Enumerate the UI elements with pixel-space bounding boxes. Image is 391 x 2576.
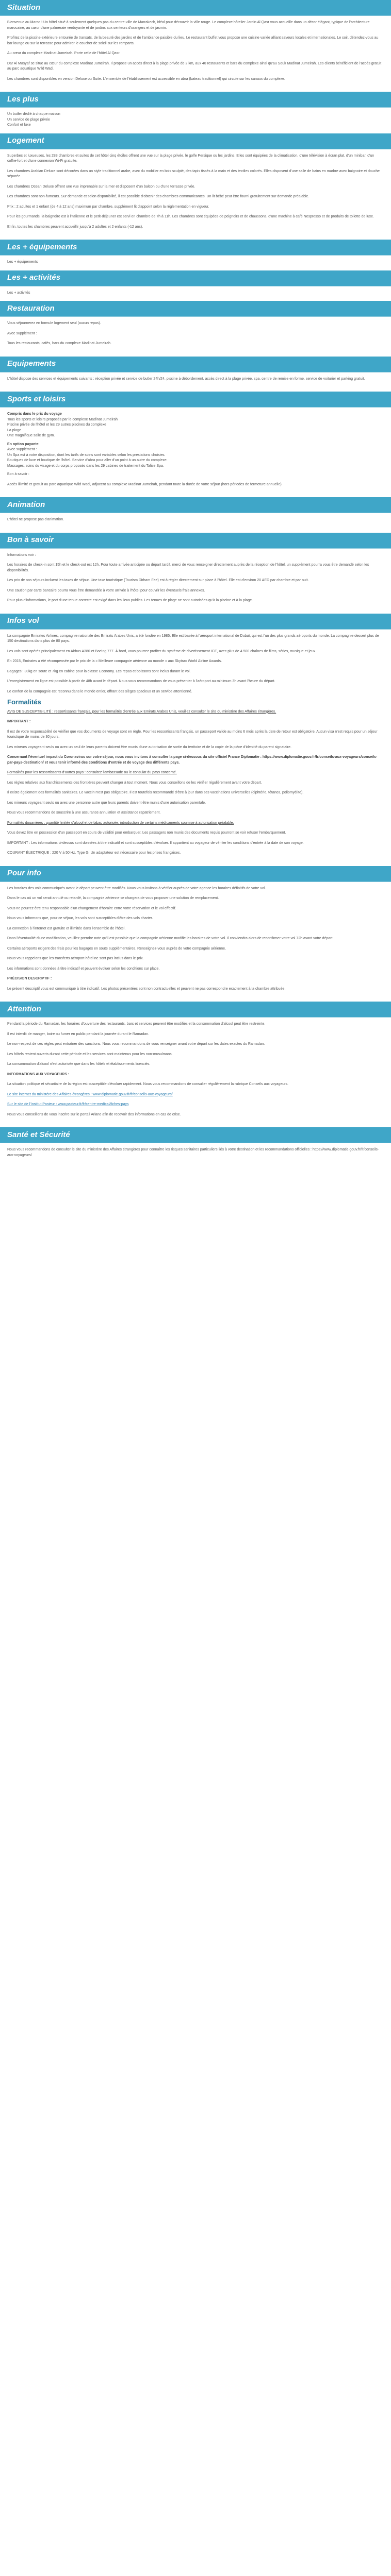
list-item: Confort et luxe [7, 123, 31, 127]
paragraph: Il est de votre responsabilité de vérifier que vos documents de voyage sont en règle. Pour les ressortissants français, un passeport valide au moins 6 mois après la date de retour est obligatoire. Aucun visa n'est requis pour un séjour touristique de moins de 30 jours. [7, 730, 378, 739]
paragraph: Bon à savoir : [7, 472, 29, 476]
attention-header [0, 1002, 391, 1018]
paragraph: INFORMATIONS AUX VOYAGEURS : [7, 1072, 70, 1076]
animation-header [0, 497, 391, 513]
paragraph: COURANT ÉLECTRIQUE : 220 V à 50 Hz. Type G. Un adaptateur est nécessaire pour les prises françaises. [7, 851, 181, 855]
list-item: Boutiques de luxe et boutique de l'hôtel. Service d'abra pour aller d'un point à un autre du complexe. [7, 459, 168, 462]
pour-info-header [0, 866, 391, 882]
les-equipements-header [0, 240, 391, 256]
restauration-section [0, 301, 391, 357]
bon-savoir-section [0, 533, 391, 614]
restauration-header [0, 301, 391, 317]
paragraph: Les chambres Ocean Deluxe offrent une vue imprenable sur la mer et disposent d'un balcon ou d'une terrasse privée. [7, 184, 196, 189]
paragraph: Nous vous informons que, pour ce séjour, les vols sont susceptibles d'être des vols charter. [7, 917, 153, 920]
paragraph: Dar Al Masyaf se situe au cœur du complexe Madinat Jumeirah. Il propose un accès direct à la plage privée de 2 km, aux 40 restaurants et bars du complexe ainsi qu'au Souk Madinat Jumeirah. Les clients bénéficient de l'accès gratuit au parc aquatique Wild Wadi. [7, 61, 382, 71]
section-title: Les + équipements [7, 242, 77, 251]
situation-header [0, 0, 391, 16]
paragraph: Prix : 2 adultes et 1 enfant (de 4 à 12 ans) maximum par chambre, supplément lit d'appoint selon la réglementation en vigueur. [7, 205, 209, 209]
paragraph: Le présent descriptif vous est communiqué à titre indicatif. Les photos présentées sont non contractuelles et peuvent ne pas correspondre exactement à la chambre attribuée. [7, 987, 286, 991]
paragraph: La situation politique et sécuritaire de la région est susceptible d'évoluer rapidement. Nous vous recommandons de consulter régulièrement la rubrique Conseils aux voyageurs. [7, 1082, 288, 1086]
paragraph: Tous les restaurants, cafés, bars du complexe Madinat Jumeirah. [7, 342, 111, 345]
paragraph: La compagnie Emirates Airlines, compagnie nationale des Emirats Arabes Unis, a été fondée en 1985. Elle est basée à l'aéroport international de Dubaï, qui est l'un des plus grands aéroports du monde. La compagnie dessert plus de 150 destinations dans plus de 80 pays. [7, 634, 379, 643]
paragraph: Les mineurs voyageant seuls ou avec un seul de leurs parents doivent être munis d'une autorisation de sortie du territoire et de la copie de la pièce d'identité du parent signataire. [7, 745, 291, 749]
sante-header [0, 1127, 391, 1143]
paragraph: Nous vous rappelons que les transferts aéroport-hôtel ne sont pas inclus dans le prix. [7, 957, 144, 960]
paragraph: L'hôtel ne propose pas d'animation. [7, 518, 64, 521]
subsection-heading: Compris dans le prix du voyage [7, 412, 62, 416]
external-link[interactable]: Sur le site de l'Institut Pasteur : www.pasteur.fr/fr/centre-medical/fiches-pays [7, 1103, 129, 1106]
pour-info-section [0, 866, 391, 1002]
equipements-header [0, 357, 391, 372]
paragraph: Les mineurs voyageant seuls ou avec une personne autre que leurs parents doivent être munis d'une autorisation parentale. [7, 801, 206, 805]
sante-section [0, 1127, 391, 1168]
paragraph: Bienvenue au Maroc ! Un hôtel situé à seulement quelques pas du centre-ville de Marrakech, idéal pour découvrir la ville rouge. Le complexe hôtelier Jardin Al Qasr vous accueille dans un décor élégant, typique de l'architecture marocaine, au cœur d'une palmeraie verdoyante et de jardins aux senteurs d'orangers et de jasmin. [7, 21, 370, 30]
paragraph: Vous séjournerez en formule logement seul (aucun repas). [7, 321, 101, 325]
paragraph: Il existe également des formalités sanitaires. Le vaccin n'est pas obligatoire. Il est toutefois recommandé d'être à jour dans ses vaccinations universelles (diphtérie, tétanos, poliomyélite). [7, 791, 304, 794]
section-title: Infos vol [7, 616, 39, 625]
paragraph: Les hôtels restent ouverts durant cette période et les services sont maintenus pour les non-musulmans. [7, 1052, 173, 1056]
list-item: Les + activités [7, 291, 30, 295]
section-title: Sports et loisirs [7, 394, 66, 403]
paragraph: L'hôtel dispose des services et équipements suivants : réception privée et service de butler 24h/24, piscine à débordement, accès direct à la plage privée, spa, centre de remise en forme, service de voiturier et parking gratuit. [7, 377, 365, 381]
paragraph: Les chambres sont non-fumeurs. Sur demande et selon disponibilité, il est possible d'obtenir des chambres communicantes. Un lit bébé peut être fourni gratuitement sur demande préalable. [7, 195, 309, 198]
paragraph: L'enregistrement en ligne est possible à partir de 48h avant le départ. Nous vous recommandons de vous présenter à l'aéroport au minimum 3h avant l'heure du départ. [7, 680, 275, 683]
list-item: Un service de plage privée [7, 117, 50, 122]
paragraph: Nous vous conseillons de vous inscrire sur le portail Ariane afin de recevoir des informations en cas de crise. [7, 1112, 181, 1116]
section-title: Restauration [7, 303, 55, 313]
section-title: Les + activités [7, 273, 60, 282]
paragraph: Concernant l'éventuel impact du Coronavirus sur votre séjour, nous vous invitons à consulter la page ci-dessous du site officiel France Diplomatie : https://www.diplomatie.gouv.fr/fr/conseils-aux-voyageurs/conseils-par-pays-destination/ et vous tenir informé des conditions d'entrée et de voyage des différents pays. [7, 755, 378, 765]
section-title: Equipements [7, 359, 56, 368]
sports-header [0, 392, 391, 408]
external-link[interactable]: Le site internet du ministère des Affaires étrangères : www.diplomatie.gouv.fr/fr/conseils-aux-voyageurs/ [7, 1092, 173, 1096]
paragraph: Enfin, toutes les chambres peuvent accueillir jusqu'à 2 adultes et 2 enfants (-12 ans). [7, 225, 143, 229]
list-item: La plage [7, 428, 21, 432]
paragraph: Les vols sont opérés principalement en Airbus A380 et Boeing 777. À bord, vous pourrez profiter du système de divertissement ICE, avec plus de 4 500 chaînes de films, séries, musique et jeux. [7, 649, 317, 653]
paragraph: Pour les gourmands, la baignoire est à l'italienne et le petit-déjeuner est servi en chambre de 7h à 11h. Les chambres sont équipées de peignoirs et de chaussons, d'une machine à café Nespresso et de produits de toilette de luxe. [7, 215, 374, 218]
paragraph: PRÉCISION DESCRIPTIF : [7, 977, 52, 980]
paragraph: En 2015, Emirates a été récompensée par le prix de la « Meilleure compagnie aérienne au monde » aux Skytrax World Airline Awards. [7, 659, 222, 663]
paragraph: Le non-respect de ces règles peut entraîner des sanctions. Nous vous recommandons de vous renseigner avant votre départ sur les dates exactes du Ramadan. [7, 1042, 265, 1046]
paragraph: Certains aéroports exigent des frais pour les bagages en soute supplémentaires. Renseignez-vous auprès de votre compagnie aérienne. [7, 946, 226, 951]
paragraph: Pour plus d'informations, le port d'une tenue correcte est exigé dans les lieux publics. Les tenues de plage ne sont autorisées qu'à la piscine et à la plage. [7, 599, 253, 602]
list-item: Avec supplément : [7, 448, 37, 451]
sports-section [0, 392, 391, 497]
paragraph: Les règles relatives aux franchissements des frontières peuvent changer à tout moment. Nous vous conseillons de les vérifier régulièrement avant votre départ. [7, 781, 262, 785]
paragraph: Il est interdit de manger, boire ou fumer en public pendant la journée durant le Ramadan. [7, 1032, 150, 1036]
infos-vol-header [0, 614, 391, 630]
paragraph: Dans le cas où un vol serait annulé ou retardé, la compagnie aérienne se chargera de vous proposer une solution de remplacement. [7, 896, 219, 900]
situation-section [0, 0, 391, 92]
infos-vol-section [0, 614, 391, 866]
subsection-heading: En option payante [7, 442, 39, 446]
les-plus-header [0, 92, 391, 108]
list-item: Tous les sports et loisirs proposés par le complexe Madinat Jumeirah [7, 417, 118, 421]
animation-section [0, 497, 391, 533]
paragraph: Les horaires de check-in sont 15h et le check-out est 12h. Pour toute arrivée anticipée ou départ tardif, merci de vous renseigner directement auprès de la réception de l'hôtel, un supplément pourra vous être demandé selon les disponibilités. [7, 563, 369, 572]
paragraph: Nous vous recommandons de consulter le site du ministère des Affaires étrangères pour connaître les risques sanitaires particuliers liés à votre destination et les recommandations officielles : https://www.diplomatie.gouv.fr/fr/conseils-aux-voyageurs/ [7, 1148, 379, 1157]
logement-section [0, 133, 391, 240]
paragraph: Profitez de la piscine extérieure entourée de transats, de la beauté des jardins et de l'ambiance paisible du lieu. Le restaurant buffet vous propose une cuisine variée alliant saveurs locales et internationales. Le soir, détendez-vous au bar lounge ou sur la terrasse pour admirer le coucher de soleil sur les remparts. [7, 36, 379, 45]
list-item: Un butler dédié à chaque maison [7, 112, 60, 116]
paragraph: Le confort de la compagnie est reconnu dans le monde entier, offrant des sièges spacieux et un service attentionné. [7, 689, 192, 693]
section-title: Pour info [7, 869, 41, 878]
paragraph: Les informations sont données à titre indicatif et peuvent évoluer selon les conditions sur place. [7, 967, 160, 971]
paragraph: Les prix de nos séjours incluent les taxes de séjour. Une taxe touristique (Tourism Dirham Fee) est à régler directement sur place à l'hôtel. Elle est d'environ 20 AED par chambre et par nuit. [7, 579, 309, 582]
paragraph: Pendant la période du Ramadan, les horaires d'ouverture des restaurants, bars et services peuvent être modifiés et la consommation d'alcool peut être restreinte. [7, 1022, 266, 1026]
formalites-heading: Formalités [7, 698, 41, 706]
paragraph: Les horaires des vols communiqués avant le départ peuvent être modifiés. Nous vous invitons à vérifier auprès de votre agence les horaires définitifs de votre vol. [7, 886, 266, 890]
section-title: Bon à savoir [7, 535, 54, 545]
section-title: Situation [7, 3, 41, 12]
paragraph: Les chambres Arabian Deluxe sont décorées dans un style traditionnel arabe, avec du mobilier en bois sculpté, des tapis tissés à la main et des textiles colorés. Elles disposent d'une salle de bains en marbre avec baignoire et douche séparée. [7, 169, 380, 178]
les-plus-section [0, 92, 391, 133]
section-title: Santé et Sécurité [7, 1130, 70, 1139]
paragraph: IMPORTANT : Les informations ci-dessus sont données à titre indicatif et sont susceptibles d'évoluer. Il appartient au voyageur de vérifier les conditions d'entrée à la date de son voyage. [7, 841, 304, 845]
paragraph: Les chambres sont disponibles en version Deluxe ou Suite. L'ensemble de l'établissement est accessible en abra (bateau traditionnel) qui circule sur les canaux du complexe. [7, 77, 285, 81]
paragraph: Vous devez être en possession d'un passeport en cours de validité pour embarquer. Les passagers non munis des documents requis pourront se voir refuser l'embarquement. [7, 831, 286, 835]
paragraph: Dans l'éventualité d'une modification, veuillez prendre note qu'il est possible que la compagnie aérienne modifie les horaires de votre vol. Il conviendra alors de reconfirmer votre vol 72h avant votre départ. [7, 937, 334, 940]
paragraph: Avec supplément : [7, 331, 37, 335]
paragraph: Formalités douanières : quantité limitée d'alcool et de tabac autorisée, introduction de certains médicaments soumise à autorisation préalable. [7, 821, 234, 825]
paragraph: Superbes et luxueuses, les 283 chambres et suites de cet hôtel cinq étoiles offrent une vue sur la plage privée, le golfe Persique ou les jardins. Elles sont équipées de la climatisation, d'une télévision à écran plat, d'un minibar, d'un coffre-fort et d'une connexion Wi-Fi gratuite. [7, 154, 374, 163]
list-item: Une magnifique salle de gym. [7, 434, 55, 437]
section-title: Animation [7, 500, 45, 509]
paragraph: Informations voir : [7, 553, 36, 557]
les-activites-header [0, 270, 391, 286]
paragraph: AVIS DE SUSCEPTIBILITÉ : ressortissants français, pour les formalités d'entrée aux Emirats Arabes Unis, veuillez consulter le site du ministère des Affaires étrangères. [7, 709, 276, 714]
logement-header [0, 133, 391, 149]
list-item: Piscine privée de l'hôtel et les 29 autres piscines du complexe [7, 423, 106, 427]
section-title: Logement [7, 136, 44, 145]
paragraph: Au cœur du complexe Madinat Jumeirah. Porte celle de l'hôtel Al Qasr. [7, 52, 121, 55]
list-item: Un Spa est à votre disposition, dont les tarifs de soins sont variables selon les prestations choisies. [7, 453, 166, 457]
paragraph: Accès illimité et gratuit au parc aquatique Wild Wadi, adjacent au complexe Madinat Jumeirah, pendant toute la durée de votre séjour (hors périodes de fermeture annuelle). [7, 482, 283, 486]
paragraph: Nous vous recommandons de souscrire à une assurance annulation et assistance rapatriement. [7, 811, 161, 815]
paragraph: Formalités pour les ressortissants d'autres pays : consultez l'ambassade ou le consulat du pays concerné. [7, 771, 177, 774]
paragraph: Vous ne pourrez être tenu responsable d'un changement d'horaire entre votre réservation et le vol effectif. [7, 906, 176, 910]
les-activites-section [0, 270, 391, 301]
les-equipements-section [0, 240, 391, 270]
paragraph: La connexion à l'internet est gratuite et illimitée dans l'ensemble de l'hôtel. [7, 926, 126, 930]
paragraph: Une caution par carte bancaire pourra vous être demandée à votre arrivée à l'hôtel pour couvrir les éventuels frais annexes. [7, 588, 205, 592]
paragraph: IMPORTANT : [7, 720, 31, 723]
equipements-section [0, 357, 391, 392]
paragraph: Bagages : 30kg en soute et 7kg en cabine pour la classe Economy. Les repas et boissons sont inclus durant le vol. [7, 669, 191, 673]
paragraph: La consommation d'alcool n'est autorisée que dans les hôtels et établissements licenciés. [7, 1062, 151, 1066]
list-item: Massages, soins du visage et du corps proposés dans les 29 cabines de traitement du Talise Spa. [7, 464, 164, 468]
attention-section [0, 1002, 391, 1127]
list-item: Les + équipements [7, 260, 38, 264]
section-title: Attention [7, 1004, 41, 1013]
bon-savoir-header [0, 533, 391, 549]
section-title: Les plus [7, 94, 39, 104]
